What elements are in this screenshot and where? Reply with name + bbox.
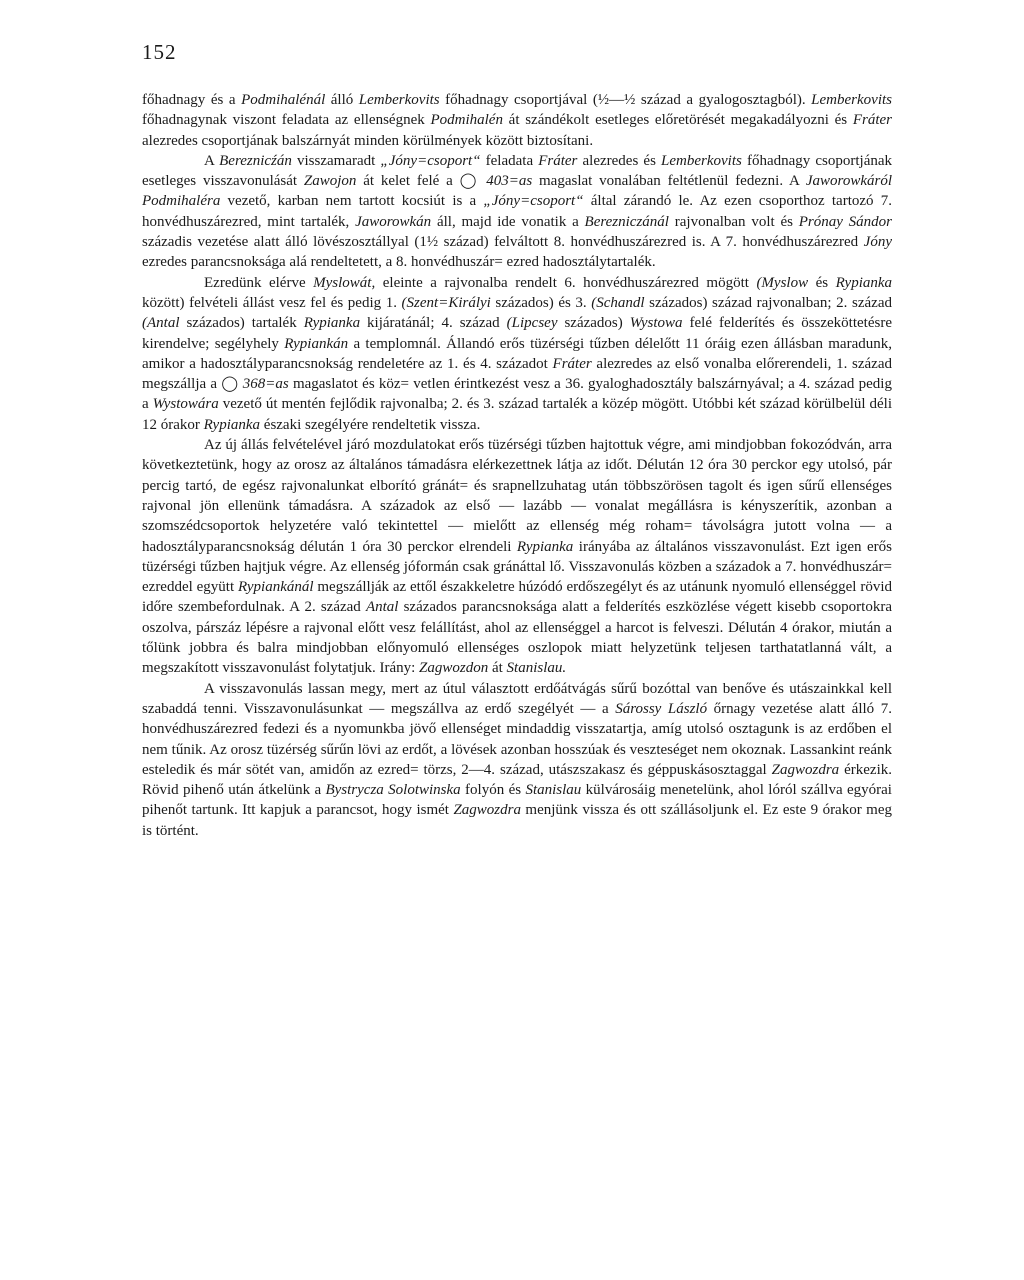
text-segment: százados parancsnoksága alatt a felderítés eszközlése végett kisebb csoportokra oszolva, párszáz lépésre a rajvonal előtt vesz felállítást, ahol az ellenséggel a harcot is felveszi. Délután 4 órakor, miután a tőlünk jobbra és balra mindjobban előnyomuló ellenséges oszlopok miatt helyzetünk teljesen tarthatatlanná vált, a megszakított visszavonulást folytatjuk. Irány: — [142, 599, 892, 677]
italic-text: Zawojon — [303, 173, 357, 190]
text-segment: Ezredünk elérve — [204, 274, 314, 291]
italic-text: Podmihalénál — [241, 92, 326, 108]
italic-text: Lemberkovits — [358, 92, 440, 108]
italic-text: Berezniczánál — [584, 213, 669, 230]
text-segment: felé felderítés és összeköttetésre kirendelve; segélyhely — [142, 315, 892, 352]
italic-text: Stanislau. — [506, 660, 567, 677]
text-segment: főhadnagy csoportjának esetleges visszavonulását — [142, 152, 893, 190]
italic-text: Stanislau — [525, 782, 582, 799]
text-segment: által zárandó le. Az ezen csoporthoz tartozó 7. honvédhuszárezred, mint tartalék, — [142, 193, 892, 230]
text-segment: A visszavonulás lassan megy, mert az útul választott erdőátvágás sűrű bozóttal van benőve és utászainkkal kell szabaddá tenni. Visszavonulásunkat — megszállva az erdő szegélyét — a — [142, 680, 892, 717]
text-segment: megszállják az ettől északkeletre húzódó erdőszegélyt és az utánunk nyomuló ellenséggel rövid időre szembefordulnak. A 2. század — [142, 579, 892, 616]
italic-text: Rypianka — [203, 416, 261, 433]
text-segment: vezető, karban nem tartott kocsiút is a — [220, 193, 484, 210]
italic-text: Fráter — [852, 112, 892, 129]
text-segment: főhadnagy csoportjával (½—½ század a gyalogosztagból). — [439, 92, 812, 108]
italic-text: Wystowa — [629, 315, 683, 332]
text-segment: főhadnagy és a — [142, 92, 242, 108]
text-segment: alezredes csoportjának balszárnyát minden körülmények között biztosítani. — [142, 132, 594, 149]
italic-text: Antal — [365, 599, 399, 616]
text-segment: álló — [325, 92, 359, 108]
italic-text: Jóny — [863, 234, 892, 251]
text-segment: százados) — [557, 315, 630, 332]
text-segment: eleinte a rajvonalba rendelt 6. honvédhuszárezred mögött — [375, 274, 757, 291]
paragraph — [142, 90, 892, 151]
italic-text: „Jóny=csoport“ — [380, 152, 481, 169]
italic-text: (Szent=Királyi — [401, 294, 491, 311]
text-segment: át szándékolt esetleges előretörését megakadályozni és — [502, 112, 853, 129]
text-segment: irányába az általános visszavonulást. Ezt igen erős tüzérségi tűzben hajtjuk végre. Az ellenség jóformán csak gránáttal lő. Visszavonulás közben a századok a 7. honvédhuszár= ezreddel együtt — [142, 538, 892, 596]
text-segment: Az új állás felvételével járó mozdulatokat erős tüzérségi tűzben hajtottuk végre, ami mindjobban fokozódván, arra következtetünk, hogy az orosz az általános támadásra elérkezettnek látja az időt. Délután 12 óra 30 perckor egy utolsó, pár percig tartó, de egész rajvonalunkat elborító gránát= és srapnellzuhatag után többszörösen tagolt és igen sűrű ellenséges rajvonal jön ellenünk támadásra. A századok az első — lazább — vonalat megállásra is kényszerítik, azonban a szomszédcsoportok helyzetére való tekintettel — mielőtt az ellenség még roham= távolságra jutott volna — a hadosztályparancsnokság délután 1 óra 30 perckor elrendeli — [142, 437, 892, 555]
italic-text: (Lipcsey — [506, 315, 558, 332]
italic-text: Rypianka — [303, 315, 361, 332]
italic-text: Myslowát, — [313, 274, 376, 291]
text-segment: folyón és — [460, 782, 526, 799]
italic-text: Prónay Sándor — [798, 213, 892, 230]
italic-text: Bereznicźán — [219, 152, 292, 169]
text-segment: főhadnagynak viszont feladata az ellenségnek — [142, 112, 431, 129]
italic-text: Zagwozdra — [771, 761, 840, 778]
text-segment: a templomnál. Állandó erős tüzérségi tűzben délelőtt 11 óráig ezen állásban maradunk, amikor a hadosztályparancsnokság rendeletére az 1. és 4. századot — [142, 335, 892, 372]
italic-text: Zagwozdra — [453, 802, 521, 819]
text-segment: feladata — [480, 152, 539, 169]
italic-text: Fráter — [538, 152, 578, 169]
text-segment: áll, majd ide vonatik a — [431, 213, 585, 230]
italic-text: Lemberkovits — [811, 92, 892, 108]
text-segment: magaslatot és köz= vetlen érintkezést vesz a 36. gyaloghadosztály balszárnyával; a 4. század pedig a — [142, 376, 892, 413]
text-segment: százados) tartalék — [179, 315, 304, 332]
text-segment: között) felvételi állást vesz fel és pedig 1. — [142, 294, 402, 311]
text-segment: át — [488, 660, 507, 677]
paragraph — [142, 679, 892, 841]
body-text — [142, 90, 892, 841]
text-segment: százados) század rajvonalban; 2. század — [644, 294, 892, 311]
text-segment: menjünk vissza és ott szállásoljunk el. Ez este 9 órakor meg is történt. — [142, 802, 892, 839]
paragraph — [142, 273, 892, 435]
text-segment: ezredes parancsnoksága alá rendeltetett, a 8. honvédhuszár= ezred hadosztálytartalék. — [142, 254, 656, 271]
paragraph — [142, 151, 892, 273]
italic-text: Jaworowkáról Podmihaléra — [142, 173, 892, 210]
text-segment: magaslat vonalában feltétlenül fedezni. A — [532, 173, 806, 190]
text-segment: külvárosáig menetelünk, ahol lóról szállva egyórai pihenőt tartunk. Itt kapjuk a parancsot, hogy ismét — [142, 782, 892, 819]
italic-text: Jaworowkán — [355, 213, 432, 230]
text-segment: rajvonalban volt és — [668, 213, 799, 230]
text-segment: A — [204, 152, 220, 169]
text-segment: alezredes az első vonalba előrerendeli, 1. század megszállja a ◯ — [142, 355, 893, 393]
text-segment: századis vezetése alatt álló lövészosztállyal (1½ század) felváltott 8. honvédhuszárezred is. A 7. honvédhuszárezred — [142, 234, 864, 251]
italic-text: Zagwozdon — [419, 660, 489, 677]
document-page — [142, 40, 892, 841]
text-segment: alezredes és — [577, 152, 662, 169]
text-segment: északi szegélyére rendeltetik vissza. — [260, 416, 481, 433]
italic-text: 368=as — [242, 376, 289, 393]
italic-text: Rypianka — [835, 274, 893, 291]
text-segment: vezető út mentén fejlődik rajvonalba; 2. és 3. század tartalék a közép mögött. Utóbbi két század körülbelül déli 12 órakor — [142, 396, 892, 433]
italic-text: Fráter — [552, 355, 592, 372]
italic-text: (Myslow — [756, 274, 809, 291]
paragraph — [142, 435, 892, 679]
italic-text: Bystrycza Solotwinska — [325, 782, 461, 799]
text-segment: érkezik. Rövid pihenő után átkelünk a — [142, 761, 892, 799]
italic-text: „Jóny=csoport“ — [483, 193, 584, 210]
italic-text: Lemberkovits — [661, 152, 742, 169]
italic-text: Podmihalén — [430, 112, 503, 129]
italic-text: Rypiankánál — [237, 579, 314, 596]
italic-text: (Antal — [142, 315, 180, 332]
italic-text: (Schandl — [591, 294, 645, 311]
italic-text: Sárossy László — [615, 700, 708, 717]
text-segment: százados) és 3. — [490, 294, 592, 311]
italic-text: Rypiankán — [284, 335, 349, 352]
text-segment: visszamaradt — [291, 152, 381, 169]
text-segment: kijáratánál; 4. század — [360, 315, 507, 332]
text-segment: őrnagy vezetése alatt álló 7. honvédhuszárezred fedezi és a nyomunkba jövő ellenséget mindaddig visszatartja, amíg utolsó osztagunk is az erdőben el nem tűnik. Az orosz tüzérség sűrűn lövi az erdőt, a lövések azonban hosszúak és veszteséget nem okoznak. Lassankint reánk esteledik és már sötét van, amidőn az ezred= törzs, 2—4. század, utászszakasz és géppuskásosztaggal — [142, 700, 892, 778]
text-segment: és — [808, 274, 836, 291]
italic-text: Wystowára — [152, 396, 219, 413]
italic-text: 403=as — [486, 173, 533, 190]
text-segment: át kelet felé a ◯ — [356, 173, 487, 190]
italic-text: Rypianka — [516, 538, 574, 555]
page-number: 152 — [142, 40, 177, 64]
